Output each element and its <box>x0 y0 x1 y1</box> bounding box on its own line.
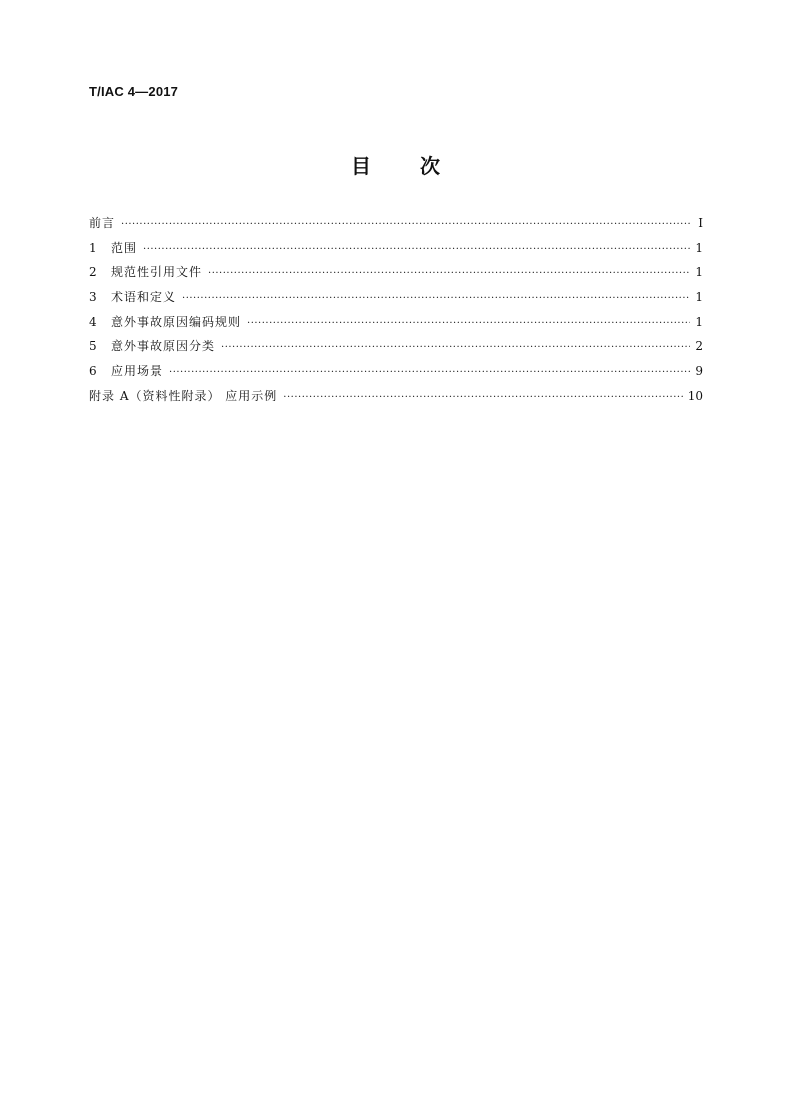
toc-entry-label: 前言 <box>89 216 116 230</box>
toc-dot-leader <box>169 367 690 378</box>
toc-dot-leader <box>182 293 690 304</box>
toc-entry-label: 应用场景 <box>111 364 164 379</box>
toc-entry-label: 意外事故原因编码规则 <box>111 314 242 329</box>
toc-dot-leader <box>247 318 690 329</box>
toc-entry-number: 6 <box>89 364 97 379</box>
toc-entry-page: 1 <box>695 265 703 280</box>
toc-entry-label: 意外事故原因分类 <box>111 339 216 354</box>
toc-entry-page: 2 <box>695 339 703 354</box>
toc-title: 目 次 <box>351 154 441 178</box>
toc-entry-number: 4 <box>89 314 97 329</box>
toc-entry-coding-rules[interactable] <box>89 313 703 338</box>
toc-entry-number: 5 <box>89 339 97 354</box>
toc-entry-number: 2 <box>89 265 97 280</box>
toc-entry-appendix-a[interactable] <box>89 387 703 412</box>
toc-dot-leader <box>283 392 684 403</box>
toc-entry-label: 附录 A（资料性附录） 应用示例 <box>89 388 278 403</box>
toc-entry-page: 1 <box>695 314 703 329</box>
toc-entry-page: 9 <box>695 364 703 379</box>
toc-entry-application-scenarios[interactable] <box>89 362 703 387</box>
toc-entry-label: 术语和定义 <box>111 290 177 305</box>
toc-entry-label: 范围 <box>111 240 138 255</box>
toc-entry-page: 1 <box>695 240 703 255</box>
toc-entry-page: I <box>698 216 703 230</box>
table-of-contents <box>89 214 703 412</box>
toc-entry-terms-definitions[interactable] <box>89 288 703 313</box>
toc-dot-leader <box>143 244 690 255</box>
document-code: T/IAC 4—2017 <box>89 84 179 99</box>
toc-entry-normative-references[interactable] <box>89 263 703 288</box>
toc-entry-number: 3 <box>89 290 97 305</box>
toc-entry-label: 规范性引用文件 <box>111 265 203 280</box>
toc-entry-classification[interactable] <box>89 337 703 362</box>
toc-dot-leader <box>121 219 690 230</box>
toc-dot-leader <box>208 268 690 279</box>
toc-entry-page: 1 <box>695 290 703 305</box>
toc-entry-number: 1 <box>89 240 97 255</box>
toc-entry-scope[interactable] <box>89 239 703 264</box>
toc-entry-foreword[interactable] <box>89 214 703 239</box>
toc-dot-leader <box>221 342 690 353</box>
toc-entry-page: 10 <box>687 388 703 403</box>
